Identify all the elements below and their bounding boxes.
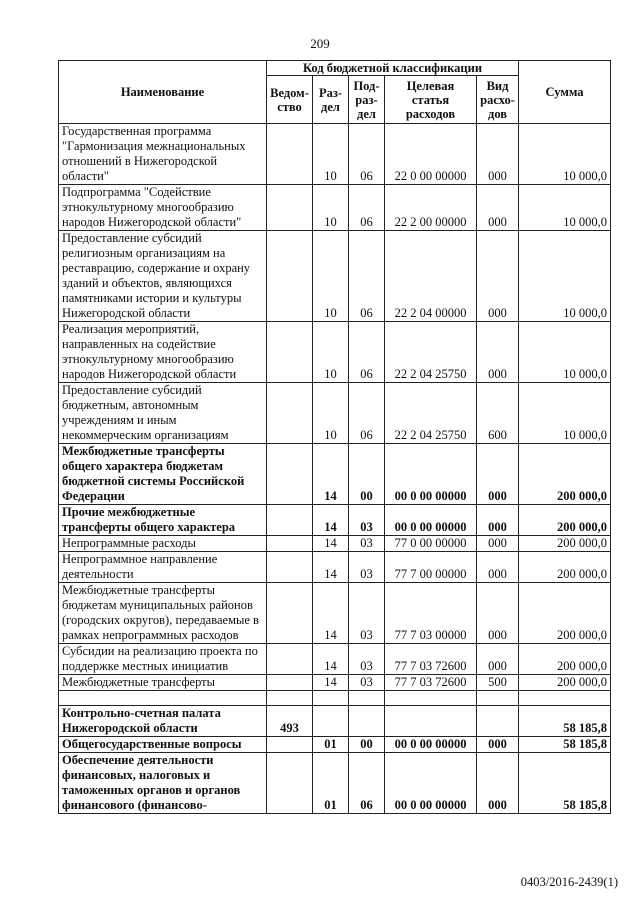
row-subsection bbox=[349, 706, 385, 737]
row-target-article bbox=[385, 706, 477, 737]
row-expense-type: 000 bbox=[477, 753, 519, 814]
row-department bbox=[267, 583, 313, 644]
table-row bbox=[59, 185, 611, 231]
page-number: 209 bbox=[310, 36, 330, 51]
table-row bbox=[59, 583, 611, 644]
row-subsection: 03 bbox=[349, 675, 385, 691]
header-subsection: Под-раз-дел bbox=[349, 76, 385, 124]
row-expense-type: 000 bbox=[477, 322, 519, 383]
row-section: 14 bbox=[313, 505, 349, 536]
header-section: Раз-дел bbox=[313, 76, 349, 124]
row-name: Государственная программа "Гармонизация межнациональных отношений в Нижегородской области" bbox=[59, 124, 267, 185]
header-target-article: Целевая статья расходов bbox=[385, 76, 477, 124]
row-name: Предоставление субсидий бюджетным, автономным учреждениям и иным некоммерческим организациям bbox=[59, 383, 267, 444]
empty-cell bbox=[519, 691, 611, 706]
row-target-article: 22 2 04 25750 bbox=[385, 322, 477, 383]
row-expense-type: 000 bbox=[477, 505, 519, 536]
row-subsection: 06 bbox=[349, 753, 385, 814]
row-name: Межбюджетные трансферты bbox=[59, 675, 267, 691]
row-department bbox=[267, 124, 313, 185]
row-section: 14 bbox=[313, 536, 349, 552]
row-subsection: 03 bbox=[349, 552, 385, 583]
row-name: Непрограммные расходы bbox=[59, 536, 267, 552]
row-target-article: 22 0 00 00000 bbox=[385, 124, 477, 185]
row-target-article: 77 7 00 00000 bbox=[385, 552, 477, 583]
row-section: 14 bbox=[313, 552, 349, 583]
row-department bbox=[267, 753, 313, 814]
row-target-article: 00 0 00 00000 bbox=[385, 753, 477, 814]
header-name: Наименование bbox=[59, 61, 267, 124]
header-sum: Сумма bbox=[519, 61, 611, 124]
row-target-article: 77 7 03 72600 bbox=[385, 644, 477, 675]
row-target-article: 22 2 00 00000 bbox=[385, 185, 477, 231]
row-sum: 58 185,8 bbox=[519, 753, 611, 814]
row-expense-type: 000 bbox=[477, 185, 519, 231]
row-department bbox=[267, 231, 313, 322]
row-section bbox=[313, 706, 349, 737]
row-target-article: 77 0 00 00000 bbox=[385, 536, 477, 552]
table-row bbox=[59, 737, 611, 753]
row-name: Субсидии на реализацию проекта по поддержке местных инициатив bbox=[59, 644, 267, 675]
table-row bbox=[59, 383, 611, 444]
row-subsection: 03 bbox=[349, 644, 385, 675]
row-sum: 200 000,0 bbox=[519, 644, 611, 675]
empty-cell bbox=[477, 691, 519, 706]
row-section: 10 bbox=[313, 322, 349, 383]
header-expense-type: Вид расхо-дов bbox=[477, 76, 519, 124]
table-row bbox=[59, 231, 611, 322]
row-name: Общегосударственные вопросы bbox=[59, 737, 267, 753]
row-expense-type: 000 bbox=[477, 124, 519, 185]
row-department bbox=[267, 644, 313, 675]
table-row bbox=[59, 675, 611, 691]
document-code: 0403/2016-2439(1) bbox=[520, 875, 618, 889]
row-sum: 200 000,0 bbox=[519, 675, 611, 691]
row-sum: 200 000,0 bbox=[519, 583, 611, 644]
row-department bbox=[267, 675, 313, 691]
row-subsection: 06 bbox=[349, 185, 385, 231]
row-sum: 58 185,8 bbox=[519, 737, 611, 753]
row-subsection: 03 bbox=[349, 583, 385, 644]
table-row bbox=[59, 124, 611, 185]
table-row bbox=[59, 644, 611, 675]
row-department bbox=[267, 536, 313, 552]
row-expense-type bbox=[477, 706, 519, 737]
row-section: 01 bbox=[313, 753, 349, 814]
row-target-article: 00 0 00 00000 bbox=[385, 737, 477, 753]
row-name: Реализация мероприятий, направленных на содействие этнокультурному многообразию народов Нижегородской области bbox=[59, 322, 267, 383]
table-spacer-row bbox=[59, 691, 611, 706]
row-expense-type: 000 bbox=[477, 644, 519, 675]
empty-cell bbox=[267, 691, 313, 706]
row-expense-type: 000 bbox=[477, 583, 519, 644]
row-department bbox=[267, 444, 313, 505]
row-subsection: 03 bbox=[349, 536, 385, 552]
row-expense-type: 000 bbox=[477, 536, 519, 552]
row-name: Непрограммное направление деятельности bbox=[59, 552, 267, 583]
row-department bbox=[267, 185, 313, 231]
row-sum: 200 000,0 bbox=[519, 505, 611, 536]
row-name: Межбюджетные трансферты общего характера бюджетам бюджетной системы Российской Федерации bbox=[59, 444, 267, 505]
row-target-article: 77 7 03 72600 bbox=[385, 675, 477, 691]
row-target-article: 22 2 04 00000 bbox=[385, 231, 477, 322]
row-subsection: 00 bbox=[349, 444, 385, 505]
budget-table-container bbox=[58, 60, 610, 814]
row-target-article: 77 7 03 00000 bbox=[385, 583, 477, 644]
row-target-article: 22 2 04 25750 bbox=[385, 383, 477, 444]
row-expense-type: 500 bbox=[477, 675, 519, 691]
table-row bbox=[59, 505, 611, 536]
row-subsection: 06 bbox=[349, 322, 385, 383]
empty-cell bbox=[59, 691, 267, 706]
row-sum: 10 000,0 bbox=[519, 383, 611, 444]
row-target-article: 00 0 00 00000 bbox=[385, 505, 477, 536]
row-name: Обеспечение деятельности финансовых, налоговых и таможенных органов и органов финансового (финансово- bbox=[59, 753, 267, 814]
row-sum: 10 000,0 bbox=[519, 231, 611, 322]
empty-cell bbox=[313, 691, 349, 706]
row-subsection: 06 bbox=[349, 383, 385, 444]
table-row bbox=[59, 444, 611, 505]
row-name: Межбюджетные трансферты бюджетам муниципальных районов (городских округов), передаваемые в рамках непрограммных расходов bbox=[59, 583, 267, 644]
budget-rows bbox=[59, 124, 611, 814]
row-sum: 10 000,0 bbox=[519, 185, 611, 231]
table-row bbox=[59, 753, 611, 814]
row-expense-type: 000 bbox=[477, 737, 519, 753]
row-section: 14 bbox=[313, 583, 349, 644]
empty-cell bbox=[349, 691, 385, 706]
row-section: 10 bbox=[313, 185, 349, 231]
row-sum: 200 000,0 bbox=[519, 552, 611, 583]
table-row bbox=[59, 552, 611, 583]
empty-cell bbox=[385, 691, 477, 706]
row-section: 14 bbox=[313, 644, 349, 675]
row-name: Прочие межбюджетные трансферты общего характера bbox=[59, 505, 267, 536]
row-section: 14 bbox=[313, 675, 349, 691]
row-expense-type: 000 bbox=[477, 444, 519, 505]
row-department bbox=[267, 552, 313, 583]
header-department: Ведом-ство bbox=[267, 76, 313, 124]
row-section: 14 bbox=[313, 444, 349, 505]
row-expense-type: 000 bbox=[477, 231, 519, 322]
row-sum: 200 000,0 bbox=[519, 444, 611, 505]
row-sum: 10 000,0 bbox=[519, 322, 611, 383]
row-section: 10 bbox=[313, 124, 349, 185]
row-expense-type: 600 bbox=[477, 383, 519, 444]
budget-table bbox=[58, 60, 611, 814]
row-sum: 10 000,0 bbox=[519, 124, 611, 185]
row-sum: 200 000,0 bbox=[519, 536, 611, 552]
row-subsection: 03 bbox=[349, 505, 385, 536]
header-classification-code: Код бюджетной классификации bbox=[267, 61, 519, 76]
row-name: Предоставление субсидий религиозным организациям на реставрацию, содержание и охрану зданий и объектов, являющихся памятниками истории и культуры Нижегородской области bbox=[59, 231, 267, 322]
row-department bbox=[267, 505, 313, 536]
row-target-article: 00 0 00 00000 bbox=[385, 444, 477, 505]
row-subsection: 00 bbox=[349, 737, 385, 753]
row-name: Контрольно-счетная палата Нижегородской области bbox=[59, 706, 267, 737]
row-section: 01 bbox=[313, 737, 349, 753]
row-department bbox=[267, 737, 313, 753]
row-expense-type: 000 bbox=[477, 552, 519, 583]
row-section: 10 bbox=[313, 383, 349, 444]
row-name: Подпрограмма "Содействие этнокультурному многообразию народов Нижегородской области" bbox=[59, 185, 267, 231]
row-subsection: 06 bbox=[349, 231, 385, 322]
row-subsection: 06 bbox=[349, 124, 385, 185]
row-department bbox=[267, 322, 313, 383]
row-department bbox=[267, 383, 313, 444]
table-row bbox=[59, 536, 611, 552]
row-sum: 58 185,8 bbox=[519, 706, 611, 737]
table-row bbox=[59, 706, 611, 737]
row-department: 493 bbox=[267, 706, 313, 737]
table-row bbox=[59, 322, 611, 383]
row-section: 10 bbox=[313, 231, 349, 322]
